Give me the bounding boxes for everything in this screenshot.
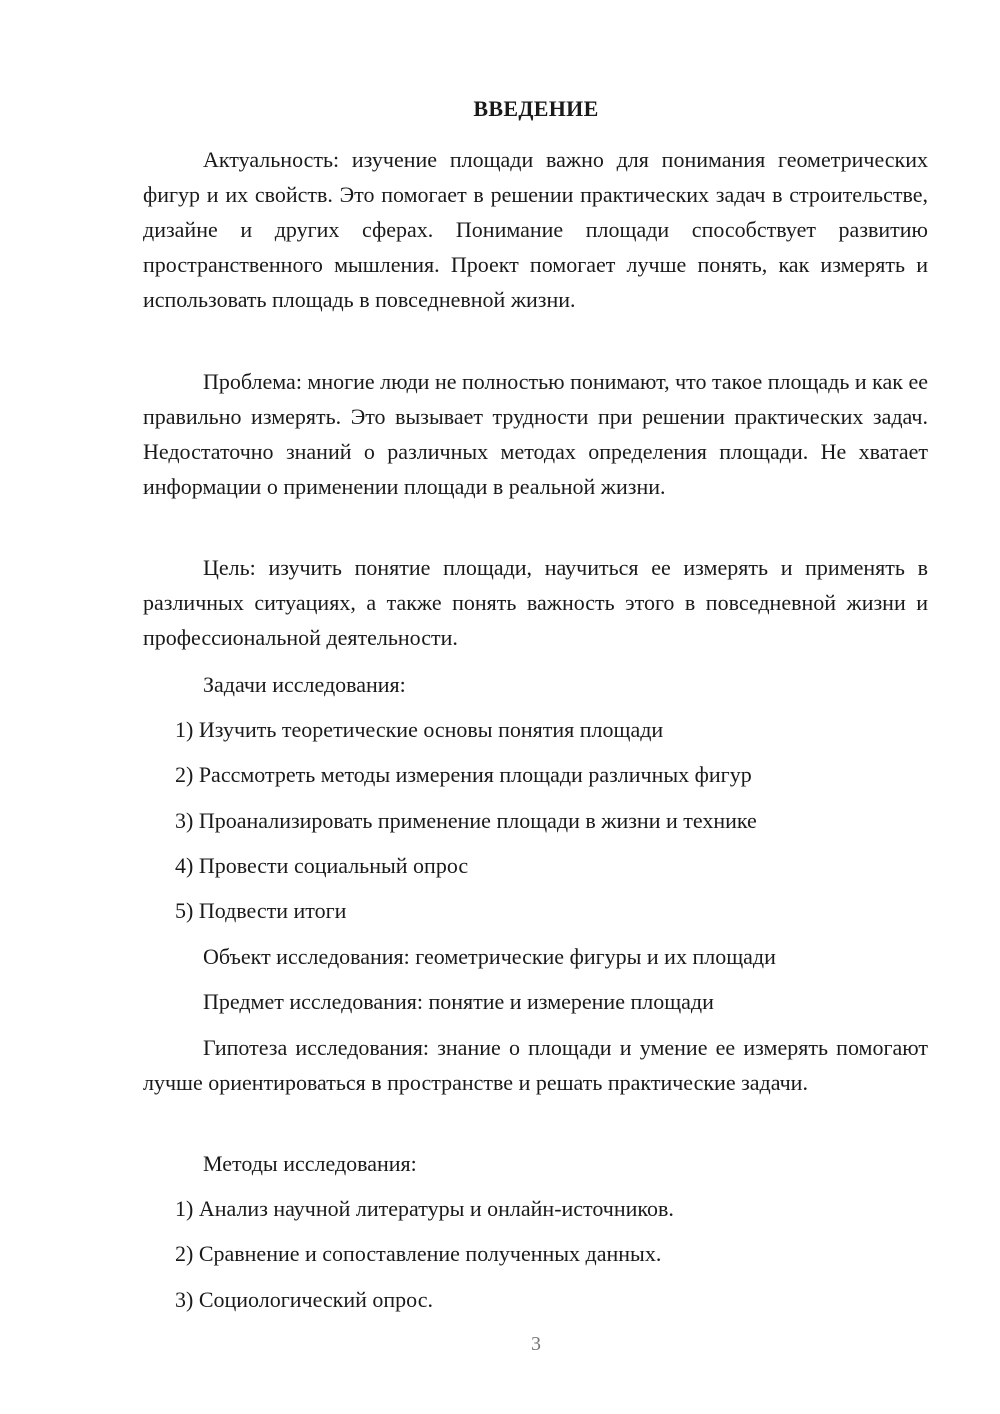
research-subject: Предмет исследования: понятие и измерение площади xyxy=(203,989,714,1014)
page-title: ВВЕДЕНИЕ xyxy=(473,96,599,121)
methods-title: Методы исследования: xyxy=(203,1151,417,1176)
method-item: 2) Сравнение и сопоставление полученных данных. xyxy=(175,1241,662,1266)
research-object: Объект исследования: геометрические фигуры и их площади xyxy=(203,944,776,969)
tasks-title: Задачи исследования: xyxy=(203,672,406,697)
task-item: 5) Подвести итоги xyxy=(175,898,347,923)
hypothesis-block xyxy=(143,1030,928,1100)
goal-paragraph: Цель: изучить понятие площади, научиться ее измерять и применять в различных ситуациях, а также понять важность этого в повседневной жизни и профессиональной деятельности. xyxy=(143,555,928,650)
goal-block xyxy=(143,550,928,655)
problem-paragraph: Проблема: многие люди не полностью понимают, что такое площадь и как ее правильно измерять. Это вызывает трудности при решении практических задач. Недостаточно знаний о различных методах определения площади. Не хватает информации о применении площади в реальной жизни. xyxy=(143,369,929,499)
hypothesis-paragraph: Гипотеза исследования: знание о площади и умение ее измерять помогают лучше ориентироваться в пространстве и решать практические задачи. xyxy=(143,1035,928,1095)
relevance-block xyxy=(143,142,928,317)
page-number: 3 xyxy=(531,1333,541,1355)
task-item: 3) Проанализировать применение площади в жизни и технике xyxy=(175,808,757,833)
task-item: 2) Рассмотреть методы измерения площади различных фигур xyxy=(175,762,752,787)
method-item: 3) Социологический опрос. xyxy=(175,1287,433,1312)
problem-block xyxy=(143,364,928,504)
task-item: 4) Провести социальный опрос xyxy=(175,853,469,878)
task-item: 1) Изучить теоретические основы понятия площади xyxy=(175,717,664,742)
relevance-paragraph: Актуальность: изучение площади важно для понимания геометрических фигур и их свойств. Это помогает в решении практических задач в строительстве, дизайне и других сферах. Понимание площади способствует развитию пространственного мышления. Проект помогает лучше понять, как измерять и использовать площадь в повседневной жизни. xyxy=(143,147,928,312)
method-item: 1) Анализ научной литературы и онлайн-источников. xyxy=(175,1196,674,1221)
